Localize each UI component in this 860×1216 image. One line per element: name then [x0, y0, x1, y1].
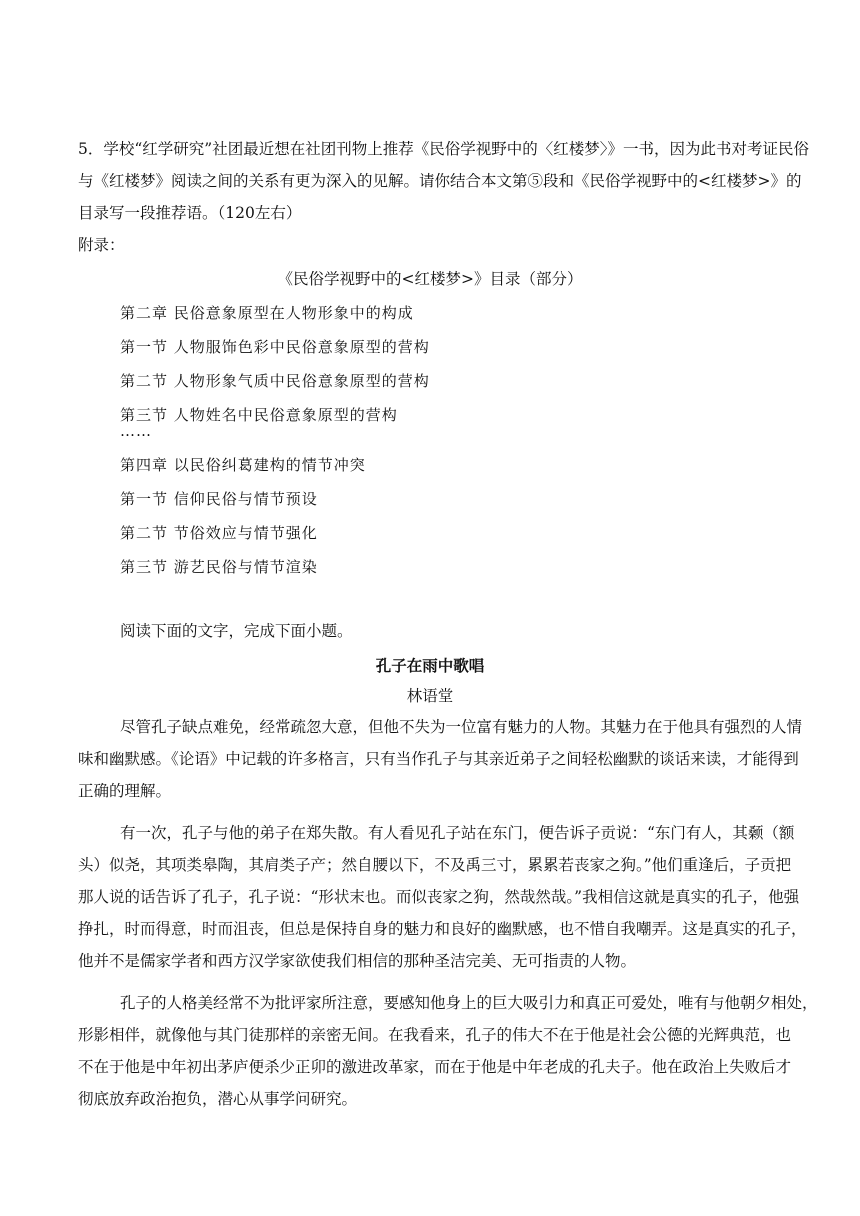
article-p3-line: 彻底放弃政治抱负，潜心从事学问研究。 — [78, 1090, 358, 1108]
article-p2-line: 他并不是儒家学者和西方汉学家欲使我们相信的那种圣洁完美、无可指责的人物。 — [78, 952, 637, 970]
toc-item: 第三节 人物姓名中民俗意象原型的营构 — [120, 406, 398, 424]
toc-title: 《民俗学视野中的<红楼梦>》目录（部分） — [277, 270, 583, 288]
toc-item: 第二节 人物形象气质中民俗意象原型的营构 — [120, 372, 430, 390]
article-p2-line: 头）似尧，其项类皋陶，其肩类子产；然自腰以下，不及禹三寸，累累若丧家之狗。”他们重逢后，子贡把 — [78, 856, 792, 874]
question-line-1: 5．学校“红学研究”社团最近想在社团刊物上推荐《民俗学视野中的〈红楼梦〉》一书，因为此书对考证民俗 — [78, 140, 809, 158]
article-p1-line: 尽管孔子缺点难免，经常疏忽大意，但他不失为一位富有魅力的人物。其魅力在于他具有强烈的人情 — [120, 718, 803, 736]
article-p3-line: 形影相伴，就像他与其门徒那样的亲密无间。在我看来，孔子的伟大不在于他是社会公德的光辉典范，也 — [78, 1026, 792, 1044]
article-title: 孔子在雨中歌唱 — [375, 656, 485, 675]
question-line-3: 目录写一段推荐语。（120左右） — [78, 204, 302, 222]
article-author: 林语堂 — [406, 687, 454, 705]
article-p2-line: 有一次，孔子与他的弟子在郑失散。有人看见孔子站在东门，便告诉子贡说：“东门有人，其颡（额 — [120, 824, 795, 842]
article-p3-line: 不在于他是中年初出茅庐便杀少正卯的激进改革家，而在于他是中年老成的孔夫子。他在政治上失败后才 — [78, 1058, 792, 1076]
appendix-label: 附录： — [78, 236, 125, 254]
reading-instruction: 阅读下面的文字，完成下面小题。 — [120, 622, 353, 640]
article-p1-line: 味和幽默感。《论语》中记载的许多格言，只有当作孔子与其亲近弟子之间轻松幽默的谈话来读，才能得到 — [78, 750, 799, 768]
article-p3-line: 孔子的人格美经常不为批评家所注意，要感知他身上的巨大吸引力和真正可爱处，唯有与他朝夕相处， — [120, 994, 818, 1012]
toc-item: 第三节 游艺民俗与情节渲染 — [120, 558, 318, 576]
toc-item: 第二节 节俗效应与情节强化 — [120, 524, 318, 542]
toc-item: 第一节 信仰民俗与情节预设 — [120, 490, 318, 508]
toc-item: 第二章 民俗意象原型在人物形象中的构成 — [120, 304, 414, 322]
toc-item: 第一节 人物服饰色彩中民俗意象原型的营构 — [120, 338, 430, 356]
article-p2-line: 那人说的话告诉了孔子，孔子说：“形状末也。而似丧家之狗，然哉然哉。”我相信这就是真实的孔子，他强 — [78, 888, 800, 906]
toc-item: 第四章 以民俗纠葛建构的情节冲突 — [120, 456, 366, 474]
article-p1-line: 正确的理解。 — [78, 782, 172, 800]
question-line-2: 与《红楼梦》阅读之间的关系有更为深入的见解。请你结合本文第⑤段和《民俗学视野中的<红楼梦>》的 — [78, 172, 802, 190]
toc-ellipsis: …… — [120, 422, 152, 440]
article-p2-line: 挣扎，时而得意，时而沮丧，但总是保持自身的魅力和良好的幽默感，也不惜自我嘲弄。这是真实的孔子， — [78, 920, 807, 938]
